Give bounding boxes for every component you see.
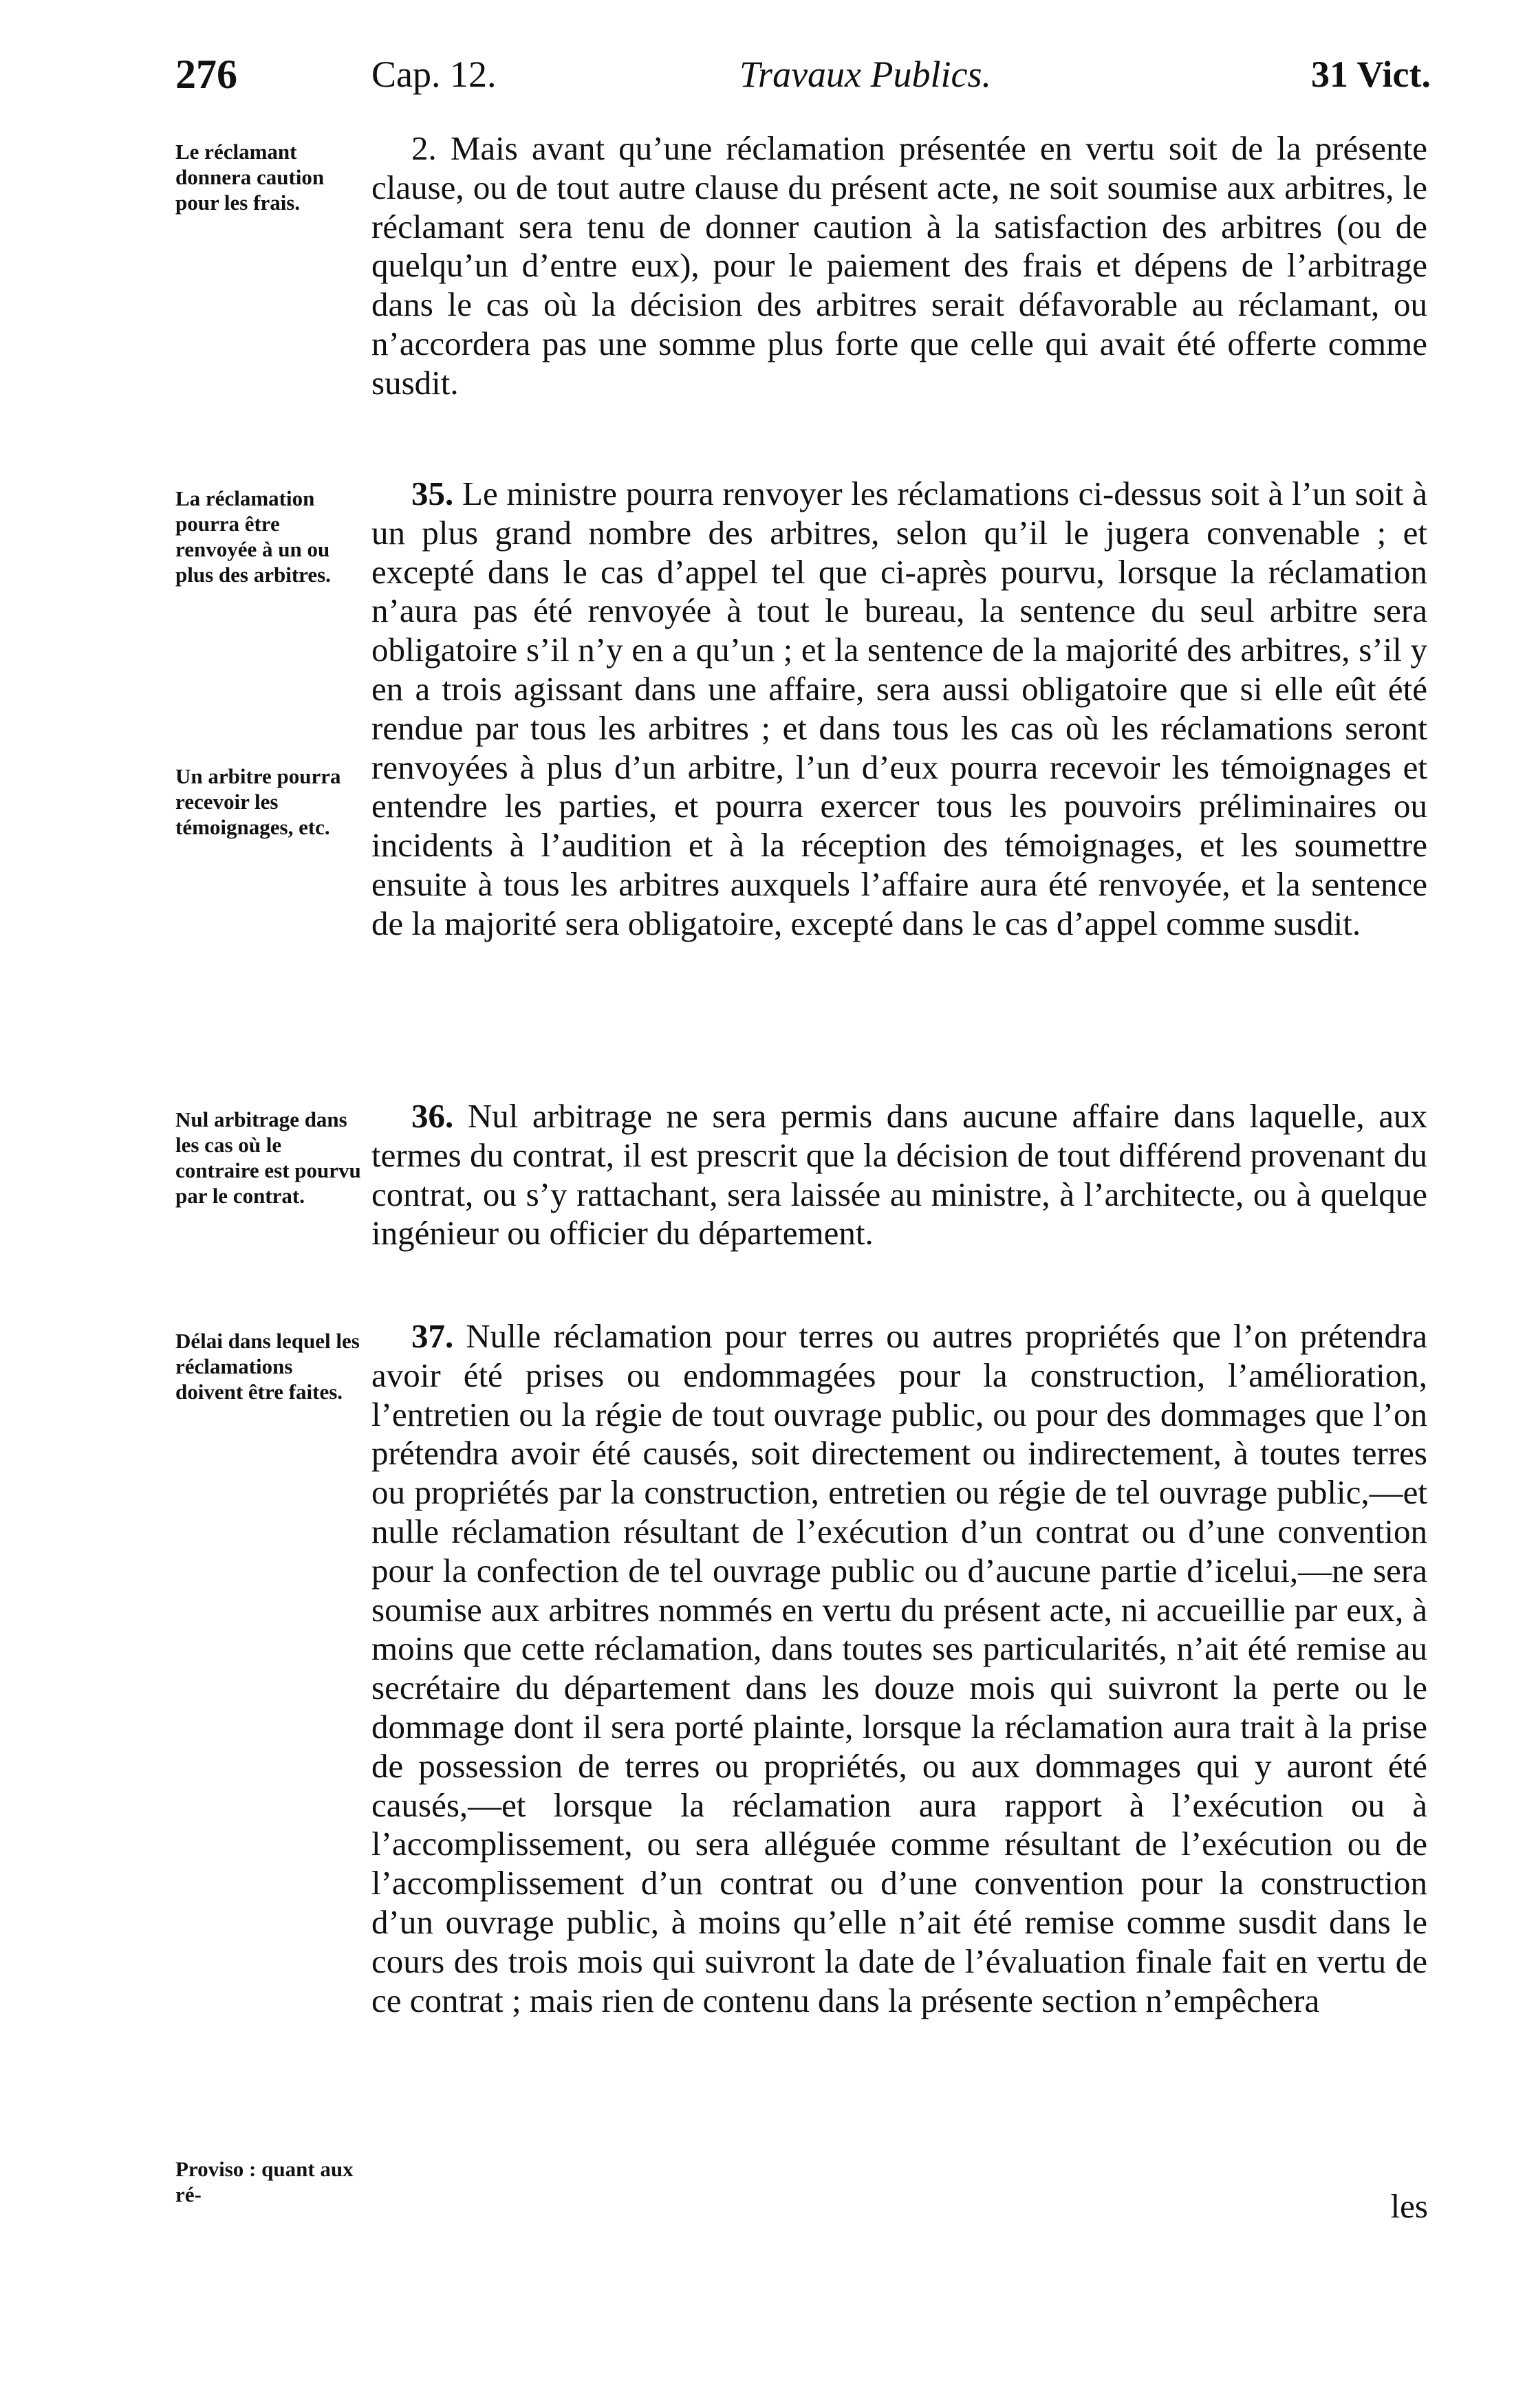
margin-note-secondary: Proviso : quant aux ré- [175, 2157, 354, 2206]
running-title: Travaux Publics. [739, 54, 991, 95]
regnal-year: 31 Vict. [1311, 54, 1431, 95]
section-body: Nul arbitrage ne sera permis dans aucune affaire dans laquelle, aux termes du contrat, il est prescrit que la décision de tout différend provenant du contrat, ou s’y rattachant, sera laissée au ministre, à l’architecte, ou à quelque ingénieur ou officier du département. [371, 1097, 1428, 1252]
section-text [371, 1097, 1427, 1253]
page-header [175, 47, 1431, 102]
margin-note: La réclamation pourra être renvoyée à un ou plus des arbitres. [175, 486, 331, 587]
section-body: 2. Mais avant qu’une réclamation présentée en vertu soit de la présente clause, ou de tout autre clause du présent acte, ne soit soumise aux arbitres, le réclamant sera tenu de donner caution à la satisfaction des arbitres (ou de quelqu’un d’entre eux), pour le paiement des frais et dépens de l’arbitrage dans le cas où la décision des arbitres serait défavorable au réclamant, ou n’accordera pas une somme plus forte que celle qui avait été offerte comme susdit. [371, 129, 1427, 402]
section-text [371, 475, 1427, 944]
margin-note: Délai dans lequel les réclamations doivent être faites. [175, 1329, 360, 1404]
page-number: 276 [175, 52, 237, 97]
section-text [371, 1317, 1427, 2020]
section-number: 37. [411, 1317, 454, 1355]
section-body: Nulle réclamation pour terres ou autres propriétés que l’on prétendra avoir été prises ou endommagées pour la construction, l’amélioration, l’entretien ou la régie de tout ouvrage public, ou pour des dommages que l’on prétendra avoir été causés, soit directement ou indirectement, à toutes terres ou propriétés par la construction, entretien ou régie de tel ouvrage public,—et nulle réclamation résultant de l’exécution d’un contrat ou d’une convention pour la confection de tel ouvrage public ou d’aucune partie d’icelui,—ne sera soumise aux arbitres nommés en vertu du présent acte, ni accueillie par eux, à moins que cette réclamation, dans toutes ses particularités, n’ait été remise au secrétaire du département dans les douze mois qui suivront la perte ou le dommage dont il sera porté plainte, lorsque la réclamation aura trait à la prise de possession de terres ou propriétés, ou aux dommages qui y auront été causés,—et lorsque la réclamation aura rapport à l’exécution ou à l’accomplissement, ou sera alléguée comme résultant de l’exécution ou de l’accomplissement d’un contrat ou d’une convention pour la construction d’un ouvrage public, à moins qu’elle n’ait été remise comme susdit dans le cours des trois mois qui suivront la date de l’évaluation finale fait en vertu de ce contrat ; mais rien de contenu dans la présente section n’empêchera [371, 1317, 1427, 2019]
margin-note: Nul arbitrage dans les cas où le contraire est pourvu par le contrat. [175, 1107, 361, 1208]
chapter-label: Cap. 12. [371, 54, 497, 95]
section-number: 35. [411, 475, 454, 512]
margin-note: Le réclamant donnera caution pour les frais. [175, 140, 325, 215]
section-number: 36. [411, 1097, 454, 1135]
catchword: les [1390, 2187, 1428, 2225]
margin-note-secondary: Un arbitre pourra recevoir les témoignages, etc. [175, 764, 341, 839]
section-body: Le ministre pourra renvoyer les réclamations ci-dessus soit à l’un soit à un plus grand nombre des arbitres, selon qu’il le jugera convenable ; et excepté dans le cas d’appel tel que ci-après pourvu, lorsque la réclamation n’aura pas été renvoyée à tout le bureau, la sentence du seul arbitre sera obligatoire s’il n’y en a qu’un ; et la sentence de la majorité des arbitres, s’il y en a trois agissant dans une affaire, sera aussi obligatoire que si elle eût été rendue par tous les arbitres ; et dans tous les cas où les réclamations seront renvoyées à plus d’un arbitre, l’un d’eux pourra recevoir les témoignages et entendre les parties, et pourra exercer tous les pouvoirs préliminaires ou incidents à l’audition et à la réception des témoignages, et les soumettre ensuite à tous les arbitres auxquels l’affaire aura été renvoyée, et la sentence de la majorité sera obligatoire, excepté dans le cas d’appel comme susdit. [371, 475, 1428, 942]
section-text [371, 129, 1427, 403]
